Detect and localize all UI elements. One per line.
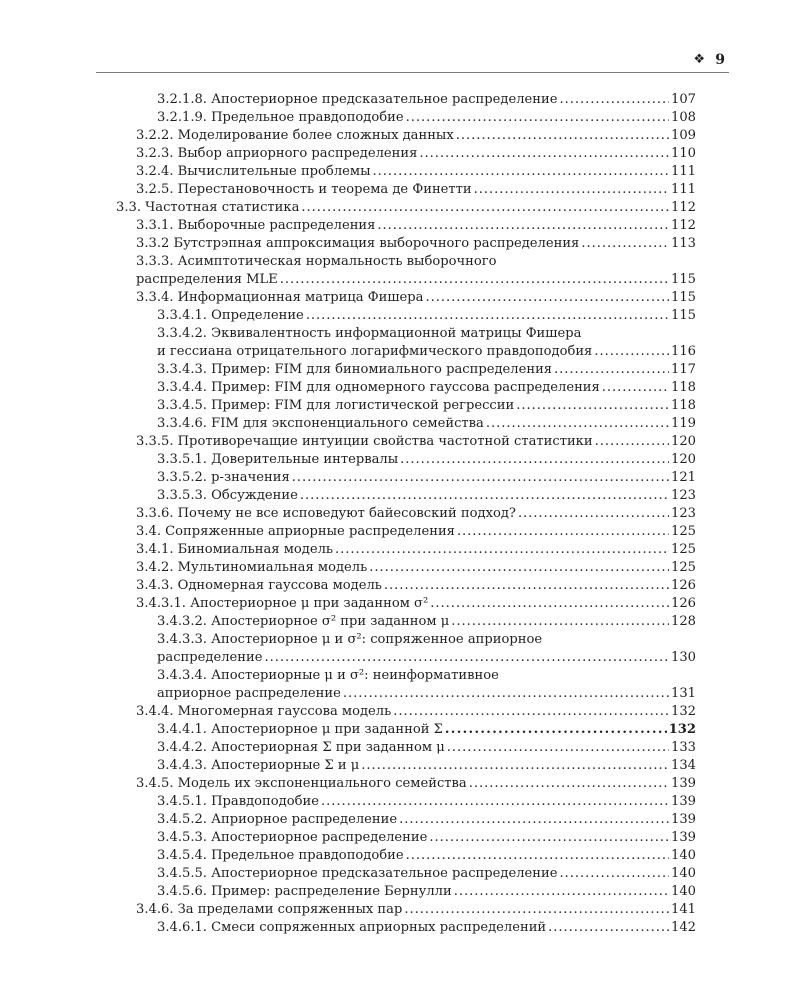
toc-entry-title: 3.3.4.6. FIM для экспоненциального семейства	[157, 416, 484, 431]
toc-entry-page: 142	[671, 920, 696, 935]
toc-entry-heading-line: 3.4.3.4. Апостериорные μ и σ²: неинформативное	[157, 668, 499, 683]
toc-entry-page: 141	[671, 902, 696, 917]
toc-entry-page: 130	[671, 650, 696, 665]
toc-entry-title: 3.4.3.2. Апостериорное σ² при заданном μ	[157, 614, 450, 629]
toc-entry-title: и гессиана отрицательного логарифмического правдоподобия	[157, 344, 593, 359]
toc-entry[interactable]	[0, 703, 696, 721]
toc-entry-page: 119	[671, 416, 696, 431]
dot-leader	[300, 487, 669, 505]
toc-entry-title: 3.3. Частотная статистика	[116, 200, 300, 215]
toc-entry-title: 3.4.5.1. Правдоподобие	[157, 794, 319, 809]
toc-entry-page: 116	[671, 344, 696, 359]
toc-entry-title: 3.2.4. Вычислительные проблемы	[136, 164, 371, 179]
toc-entry-page: 112	[671, 200, 696, 215]
toc-entry[interactable]	[0, 379, 696, 397]
toc-entry-page: 115	[671, 308, 696, 323]
toc-entry[interactable]	[0, 523, 696, 541]
toc-entry[interactable]	[0, 721, 696, 739]
toc-entry-page: 126	[671, 596, 696, 611]
toc-entry[interactable]	[0, 649, 696, 667]
toc-entry[interactable]	[0, 397, 696, 415]
toc-entry[interactable]	[0, 865, 696, 883]
toc-entry[interactable]	[0, 541, 696, 559]
toc-entry[interactable]	[0, 559, 696, 577]
toc-entry[interactable]	[0, 163, 696, 181]
toc-entry[interactable]	[0, 487, 696, 505]
toc-entry-page: 118	[671, 380, 696, 395]
dot-leader	[406, 109, 669, 127]
toc-entry-title: 3.2.1.9. Предельное правдоподобие	[157, 110, 404, 125]
toc-entry[interactable]	[0, 883, 696, 901]
toc-entry-page: 139	[671, 812, 696, 827]
toc-entry-page: 132	[671, 704, 696, 719]
toc-entry-page: 108	[671, 110, 696, 125]
dot-leader	[393, 703, 669, 721]
toc-entry-title: 3.4.4.1. Апостериорное μ при заданной Σ	[157, 722, 443, 737]
dot-leader	[292, 469, 669, 487]
dot-leader	[447, 739, 669, 757]
toc-entry-title: 3.3.5.2. p-значения	[157, 470, 290, 485]
toc-entry-title: 3.2.2. Моделирование более сложных данных	[136, 128, 454, 143]
toc-entry[interactable]	[0, 595, 696, 613]
toc-entry[interactable]	[0, 811, 696, 829]
toc-entry[interactable]	[0, 469, 696, 487]
dot-leader	[518, 505, 669, 523]
toc-entry-page: 131	[671, 686, 696, 701]
toc-entry[interactable]	[0, 415, 696, 433]
toc-entry-title: 3.4.5.4. Предельное правдоподобие	[157, 848, 404, 863]
toc-entry-title: 3.4.5.5. Апостериорное предсказательное распределение	[157, 866, 558, 881]
toc-entry[interactable]	[0, 685, 696, 703]
toc-entry-page: 123	[671, 506, 696, 521]
toc-entry-page: 112	[671, 218, 696, 233]
dot-leader	[321, 793, 669, 811]
toc-entry-page: 126	[671, 578, 696, 593]
toc-entry-title: 3.3.4.4. Пример: FIM для одномерного гауссова распределения	[157, 380, 600, 395]
toc-entry-page: 115	[671, 290, 696, 305]
dot-leader	[335, 541, 669, 559]
toc-entry-page: 139	[671, 830, 696, 845]
toc-entry-title: 3.4.3. Одномерная гауссова модель	[136, 578, 382, 593]
toc-entry[interactable]	[0, 109, 696, 127]
dot-leader	[399, 811, 669, 829]
toc-entry[interactable]	[0, 271, 696, 289]
toc-entry[interactable]	[0, 847, 696, 865]
toc-entry[interactable]	[0, 577, 696, 595]
toc-entry-page: 123	[671, 488, 696, 503]
dot-leader	[474, 181, 669, 199]
toc-entry-title: 3.4.6.1. Смеси сопряженных априорных распределений	[157, 920, 547, 935]
toc-entry-page: 132	[668, 722, 696, 737]
toc-entry-page: 125	[671, 524, 696, 539]
dot-leader	[264, 649, 669, 667]
toc-entry[interactable]	[0, 217, 696, 235]
toc-entry-title: 3.4.4. Многомерная гауссова модель	[136, 704, 392, 719]
dot-leader	[419, 145, 669, 163]
toc-entry-title: 3.3.5. Противоречащие интуиции свойства частотной статистики	[136, 434, 593, 449]
dot-leader	[430, 595, 669, 613]
toc-entry-page: 120	[671, 452, 696, 467]
toc-entry-title: 3.3.4.3. Пример: FIM для биномиального распределения	[157, 362, 553, 377]
toc-entry[interactable]	[0, 433, 696, 451]
dot-leader	[429, 829, 669, 847]
toc-entry-page: 120	[671, 434, 696, 449]
dot-leader	[361, 757, 669, 775]
dot-leader	[595, 433, 669, 451]
toc-entry-title: 3.4.5.3. Апостериорное распределение	[157, 830, 428, 845]
dot-leader	[404, 901, 669, 919]
toc-entry-page: 128	[671, 614, 696, 629]
toc-entry[interactable]	[0, 505, 696, 523]
toc-entry-title: 3.4. Сопряженные априорные распределения	[136, 524, 455, 539]
toc-entry[interactable]	[0, 901, 696, 919]
toc-entry[interactable]	[0, 127, 696, 145]
toc-entry-page: 113	[671, 236, 696, 251]
toc-entry-heading-line: 3.4.3.3. Апостериорное μ и σ²: сопряженное априорное	[157, 632, 543, 647]
toc-entry-title: распределения MLE	[136, 272, 278, 287]
toc-entry-page: 139	[671, 776, 696, 791]
table-of-contents	[0, 91, 800, 937]
dot-leader	[457, 523, 669, 541]
toc-entry-heading-line: 3.3.3. Асимптотическая нормальность выборочного	[136, 254, 497, 269]
dot-leader	[581, 235, 669, 253]
dot-leader	[594, 343, 669, 361]
toc-entry-page: 111	[671, 182, 696, 197]
dot-leader	[516, 397, 669, 415]
toc-entry[interactable]	[0, 613, 696, 631]
dot-leader	[425, 289, 669, 307]
toc-entry[interactable]	[0, 451, 696, 469]
toc-entry-page: 107	[671, 92, 696, 107]
toc-entry-title: 3.3.4.5. Пример: FIM для логистической регрессии	[157, 398, 515, 413]
toc-entry-title: 3.3.5.1. Доверительные интервалы	[157, 452, 399, 467]
toc-entry[interactable]	[0, 793, 696, 811]
toc-entry[interactable]	[0, 199, 696, 217]
dot-leader	[548, 919, 669, 937]
toc-entry-page: 125	[671, 560, 696, 575]
toc-entry-page: 139	[671, 794, 696, 809]
toc-entry-title: 3.2.5. Перестановочность и теорема де Финетти	[136, 182, 472, 197]
toc-entry-title: 3.3.5.3. Обсуждение	[157, 488, 298, 503]
ornament-icon: ❖	[693, 52, 705, 67]
toc-entry-title: 3.3.6. Почему не все исповедуют байесовский подход?	[136, 506, 516, 521]
toc-entry-page: 111	[671, 164, 696, 179]
dot-leader	[406, 847, 669, 865]
page-number: 9	[715, 52, 725, 68]
dot-leader	[454, 883, 669, 901]
toc-entry[interactable]	[0, 145, 696, 163]
dot-leader	[373, 163, 670, 181]
toc-entry-title: 3.2.3. Выбор априорного распределения	[136, 146, 418, 161]
dot-leader	[343, 685, 669, 703]
toc-entry-page: 118	[671, 398, 696, 413]
toc-entry-title: 3.4.5.2. Априорное распределение	[157, 812, 398, 827]
toc-entry-page: 115	[671, 272, 696, 287]
toc-entry[interactable]	[0, 181, 696, 199]
toc-entry[interactable]	[0, 361, 696, 379]
toc-entry-page: 133	[671, 740, 696, 755]
toc-entry-heading-line: 3.3.4.2. Эквивалентность информационной матрицы Фишера	[157, 326, 582, 341]
toc-entry[interactable]	[0, 739, 696, 757]
toc-entry-page: 117	[671, 362, 696, 377]
toc-entry-title: 3.2.1.8. Апостериорное предсказательное распределение	[157, 92, 558, 107]
toc-entry[interactable]	[0, 91, 696, 109]
toc-entry-title: 3.4.5. Модель их экспоненциального семейства	[136, 776, 467, 791]
toc-entry-page: 121	[671, 470, 696, 485]
dot-leader	[456, 127, 669, 145]
dot-leader	[301, 199, 669, 217]
toc-entry-title: 3.3.4. Информационная матрица Фишера	[136, 290, 424, 305]
dot-leader	[560, 865, 670, 883]
toc-entry-title: 3.3.1. Выборочные распределения	[136, 218, 376, 233]
toc-entry-page: 140	[671, 848, 696, 863]
dot-leader	[369, 559, 669, 577]
toc-entry-page: 109	[671, 128, 696, 143]
toc-entry[interactable]	[0, 235, 696, 253]
toc-entry-page: 110	[671, 146, 696, 161]
toc-entry-title: 3.3.4.1. Определение	[157, 308, 304, 323]
toc-entry[interactable]	[0, 343, 696, 361]
dot-leader	[384, 577, 669, 595]
toc-entry-title: 3.4.4.3. Апостериорные Σ и μ	[157, 758, 360, 773]
toc-entry-title: априорное распределение	[157, 686, 341, 701]
toc-entry[interactable]	[0, 775, 696, 793]
toc-entry-title: 3.4.3.1. Апостериорное μ при заданном σ²	[136, 596, 429, 611]
toc-entry-title: 3.4.6. За пределами сопряженных пар	[136, 902, 403, 917]
toc-entry-title: распределение	[157, 650, 263, 665]
dot-leader	[445, 721, 667, 739]
toc-entry-page: 134	[671, 758, 696, 773]
toc-entry-page: 140	[671, 884, 696, 899]
toc-entry-title: 3.4.4.2. Апостериорная Σ при заданном μ	[157, 740, 445, 755]
dot-leader	[486, 415, 669, 433]
toc-entry-title: 3.4.2. Мультиномиальная модель	[136, 560, 368, 575]
dot-leader	[560, 91, 670, 109]
toc-entry-page: 125	[671, 542, 696, 557]
dot-leader	[377, 217, 669, 235]
dot-leader	[554, 361, 669, 379]
toc-entry-title: 3.4.1. Биномиальная модель	[136, 542, 334, 557]
dot-leader	[306, 307, 669, 325]
toc-entry[interactable]	[0, 919, 696, 937]
toc-entry[interactable]	[0, 289, 696, 307]
toc-entry-title: 3.4.5.6. Пример: распределение Бернулли	[157, 884, 452, 899]
running-header	[96, 50, 729, 73]
toc-entry-page: 140	[671, 866, 696, 881]
dot-leader	[469, 775, 669, 793]
toc-entry[interactable]	[0, 757, 696, 775]
toc-entry[interactable]	[0, 307, 696, 325]
toc-entry[interactable]	[0, 829, 696, 847]
toc-entry-title: 3.3.2 Бутстрэпная аппроксимация выборочного распределения	[136, 236, 580, 251]
dot-leader	[280, 271, 669, 289]
dot-leader	[400, 451, 669, 469]
dot-leader	[451, 613, 669, 631]
dot-leader	[602, 379, 669, 397]
